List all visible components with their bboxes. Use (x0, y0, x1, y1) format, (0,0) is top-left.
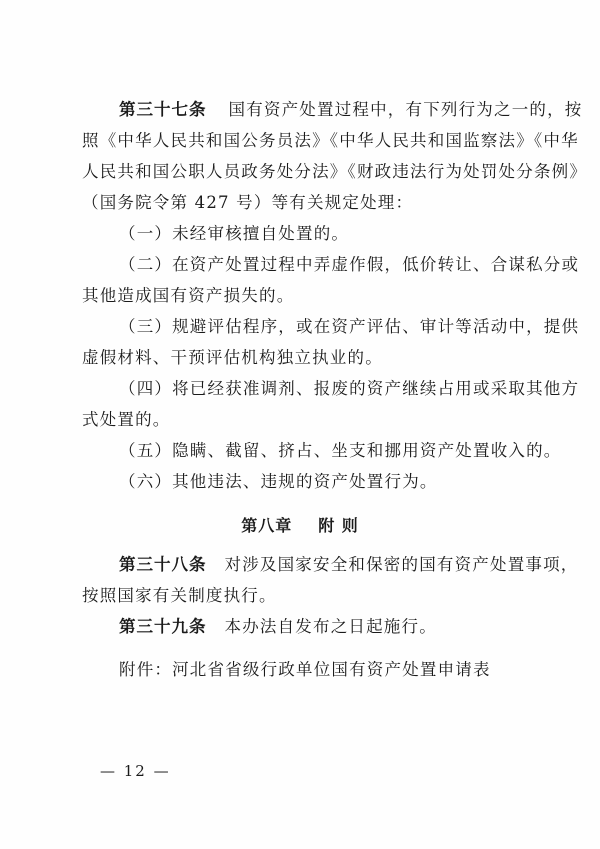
article-39-line-1 (119, 617, 437, 637)
item-3-line-2: 虚假材料、干预评估机构独立执业的。 (82, 348, 383, 367)
chapter-title: 附 则 (318, 516, 359, 535)
article-38-line-1 (119, 555, 579, 575)
attachment-line: 附件：河北省省级行政单位国有资产处置申请表 (119, 660, 491, 679)
chapter-heading (0, 513, 600, 536)
chapter-number: 第八章 (241, 516, 293, 535)
article-37-line-2: 照《中华人民共和国公务员法》《中华人民共和国监察法》《中华 (82, 131, 579, 150)
article-38-label: 第三十八条 (119, 555, 207, 574)
item-1-line-1: （一）未经审核擅自处置的。 (119, 224, 350, 243)
article-38-text: 对涉及国家安全和保密的国有资产处置事项， (224, 555, 579, 574)
article-37-label: 第三十七条 (119, 100, 207, 119)
article-39-text: 本办法自发布之日起施行。 (224, 617, 437, 636)
item-3-line-1: （三）规避评估程序，或在资产评估、审计等活动中，提供 (119, 317, 580, 336)
article-37-line-3: 人民共和国公职人员政务处分法》《财政违法行为处罚处分条例》 (82, 162, 588, 181)
item-2-line-2: 其他造成国有资产损失的。 (82, 286, 295, 305)
article-39-label: 第三十九条 (119, 617, 207, 636)
item-4-line-1: （四）将已经获准调剂、报废的资产继续占用或采取其他方 (119, 379, 580, 398)
item-2-line-1: （二）在资产处置过程中弄虚作假，低价转让、合谋私分或 (119, 255, 580, 274)
article-37-line-4: （国务院令第 427 号）等有关规定处理： (82, 193, 414, 212)
article-37-line-1 (119, 100, 583, 120)
page-number: — 12 — (100, 762, 171, 780)
item-5-line-1: （五）隐瞒、截留、挤占、坐支和挪用资产处置收入的。 (119, 441, 562, 460)
article-38-line-2: 按照国家有关制度执行。 (82, 586, 277, 605)
item-4-line-2: 式处置的。 (82, 410, 171, 429)
item-6-line-1: （六）其他违法、违规的资产处置行为。 (119, 472, 438, 491)
article-37-text: 国有资产处置过程中，有下列行为之一的，按 (228, 100, 583, 119)
